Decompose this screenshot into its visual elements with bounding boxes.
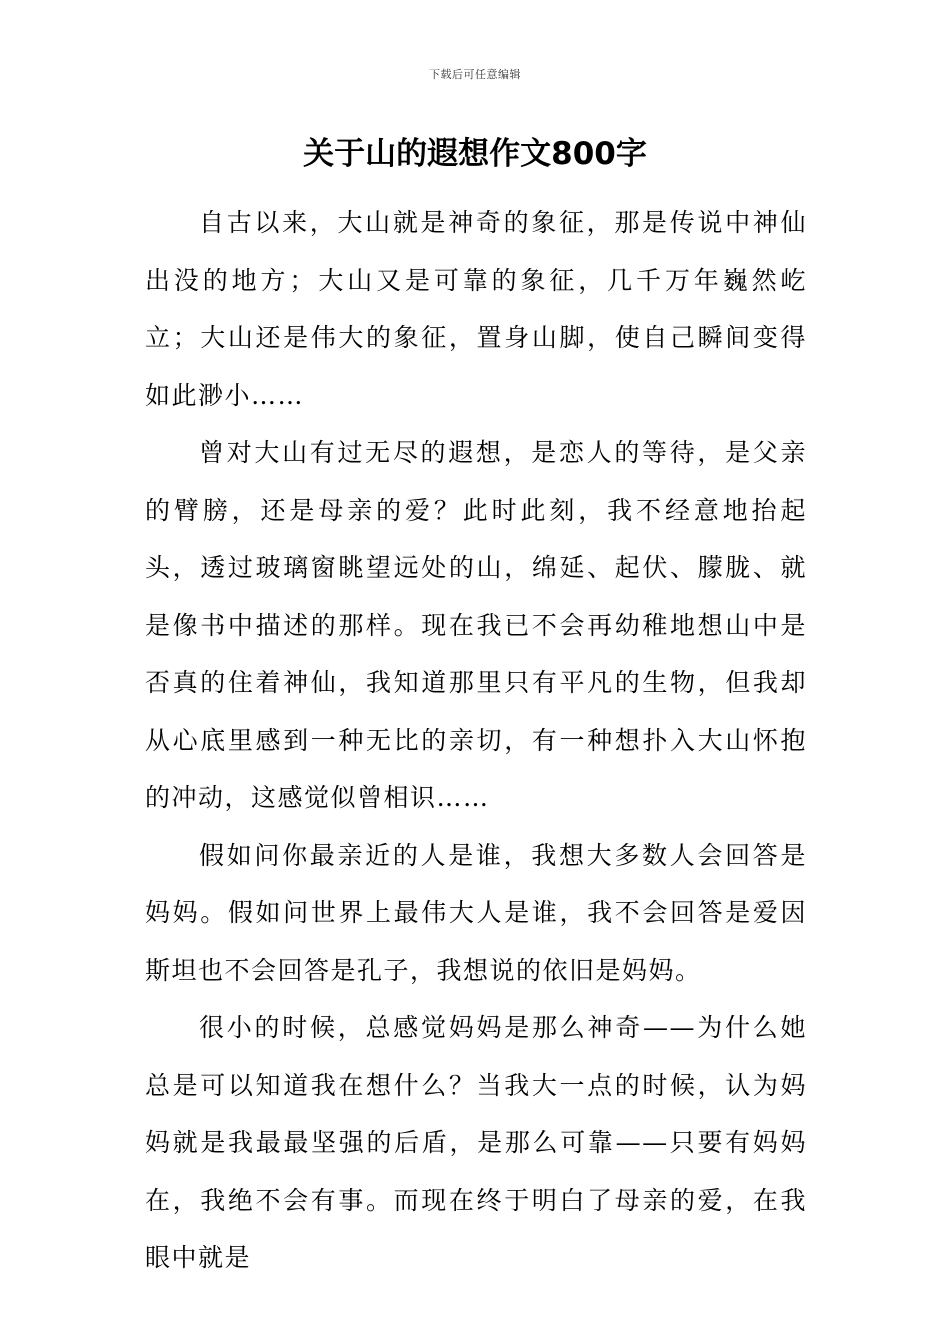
page-title: 关于山的遐想作文800字	[303, 136, 647, 172]
header-note: 下载后可任意编辑	[429, 68, 521, 81]
paragraph: 自古以来，大山就是神奇的象征，那是传说中神仙出没的地方；大山又是可靠的象征，几千万年巍然屹立；大山还是伟大的象征，置身山脚，使自己瞬间变得如此渺小……	[145, 208, 807, 410]
paragraph: 曾对大山有过无尽的遐想，是恋人的等待，是父亲的臂膀，还是母亲的爱？此时此刻，我不经意地抬起头，透过玻璃窗眺望远处的山，绵延、起伏、朦胧、就是像书中描述的那样。现在我已不会再幼稚地想山中是否真的住着神仙，我知道那里只有平凡的生物，但我却从心底里感到一种无比的亲切，有一种想扑入大山怀抱的冲动，这感觉似曾相识……	[145, 438, 807, 812]
paragraph: 假如问你最亲近的人是谁，我想大多数人会回答是妈妈。假如问世界上最伟大人是谁，我不会回答是爱因斯坦也不会回答是孔子，我想说的依旧是妈妈。	[145, 840, 807, 985]
paragraph: 很小的时候，总感觉妈妈是那么神奇——为什么她总是可以知道我在想什么？当我大一点的时候，认为妈妈就是我最最坚强的后盾，是那么可靠——只要有妈妈在，我绝不会有事。而现在终于明白了母亲的爱，在我眼中就是	[145, 1013, 807, 1272]
article-body	[145, 194, 807, 1287]
